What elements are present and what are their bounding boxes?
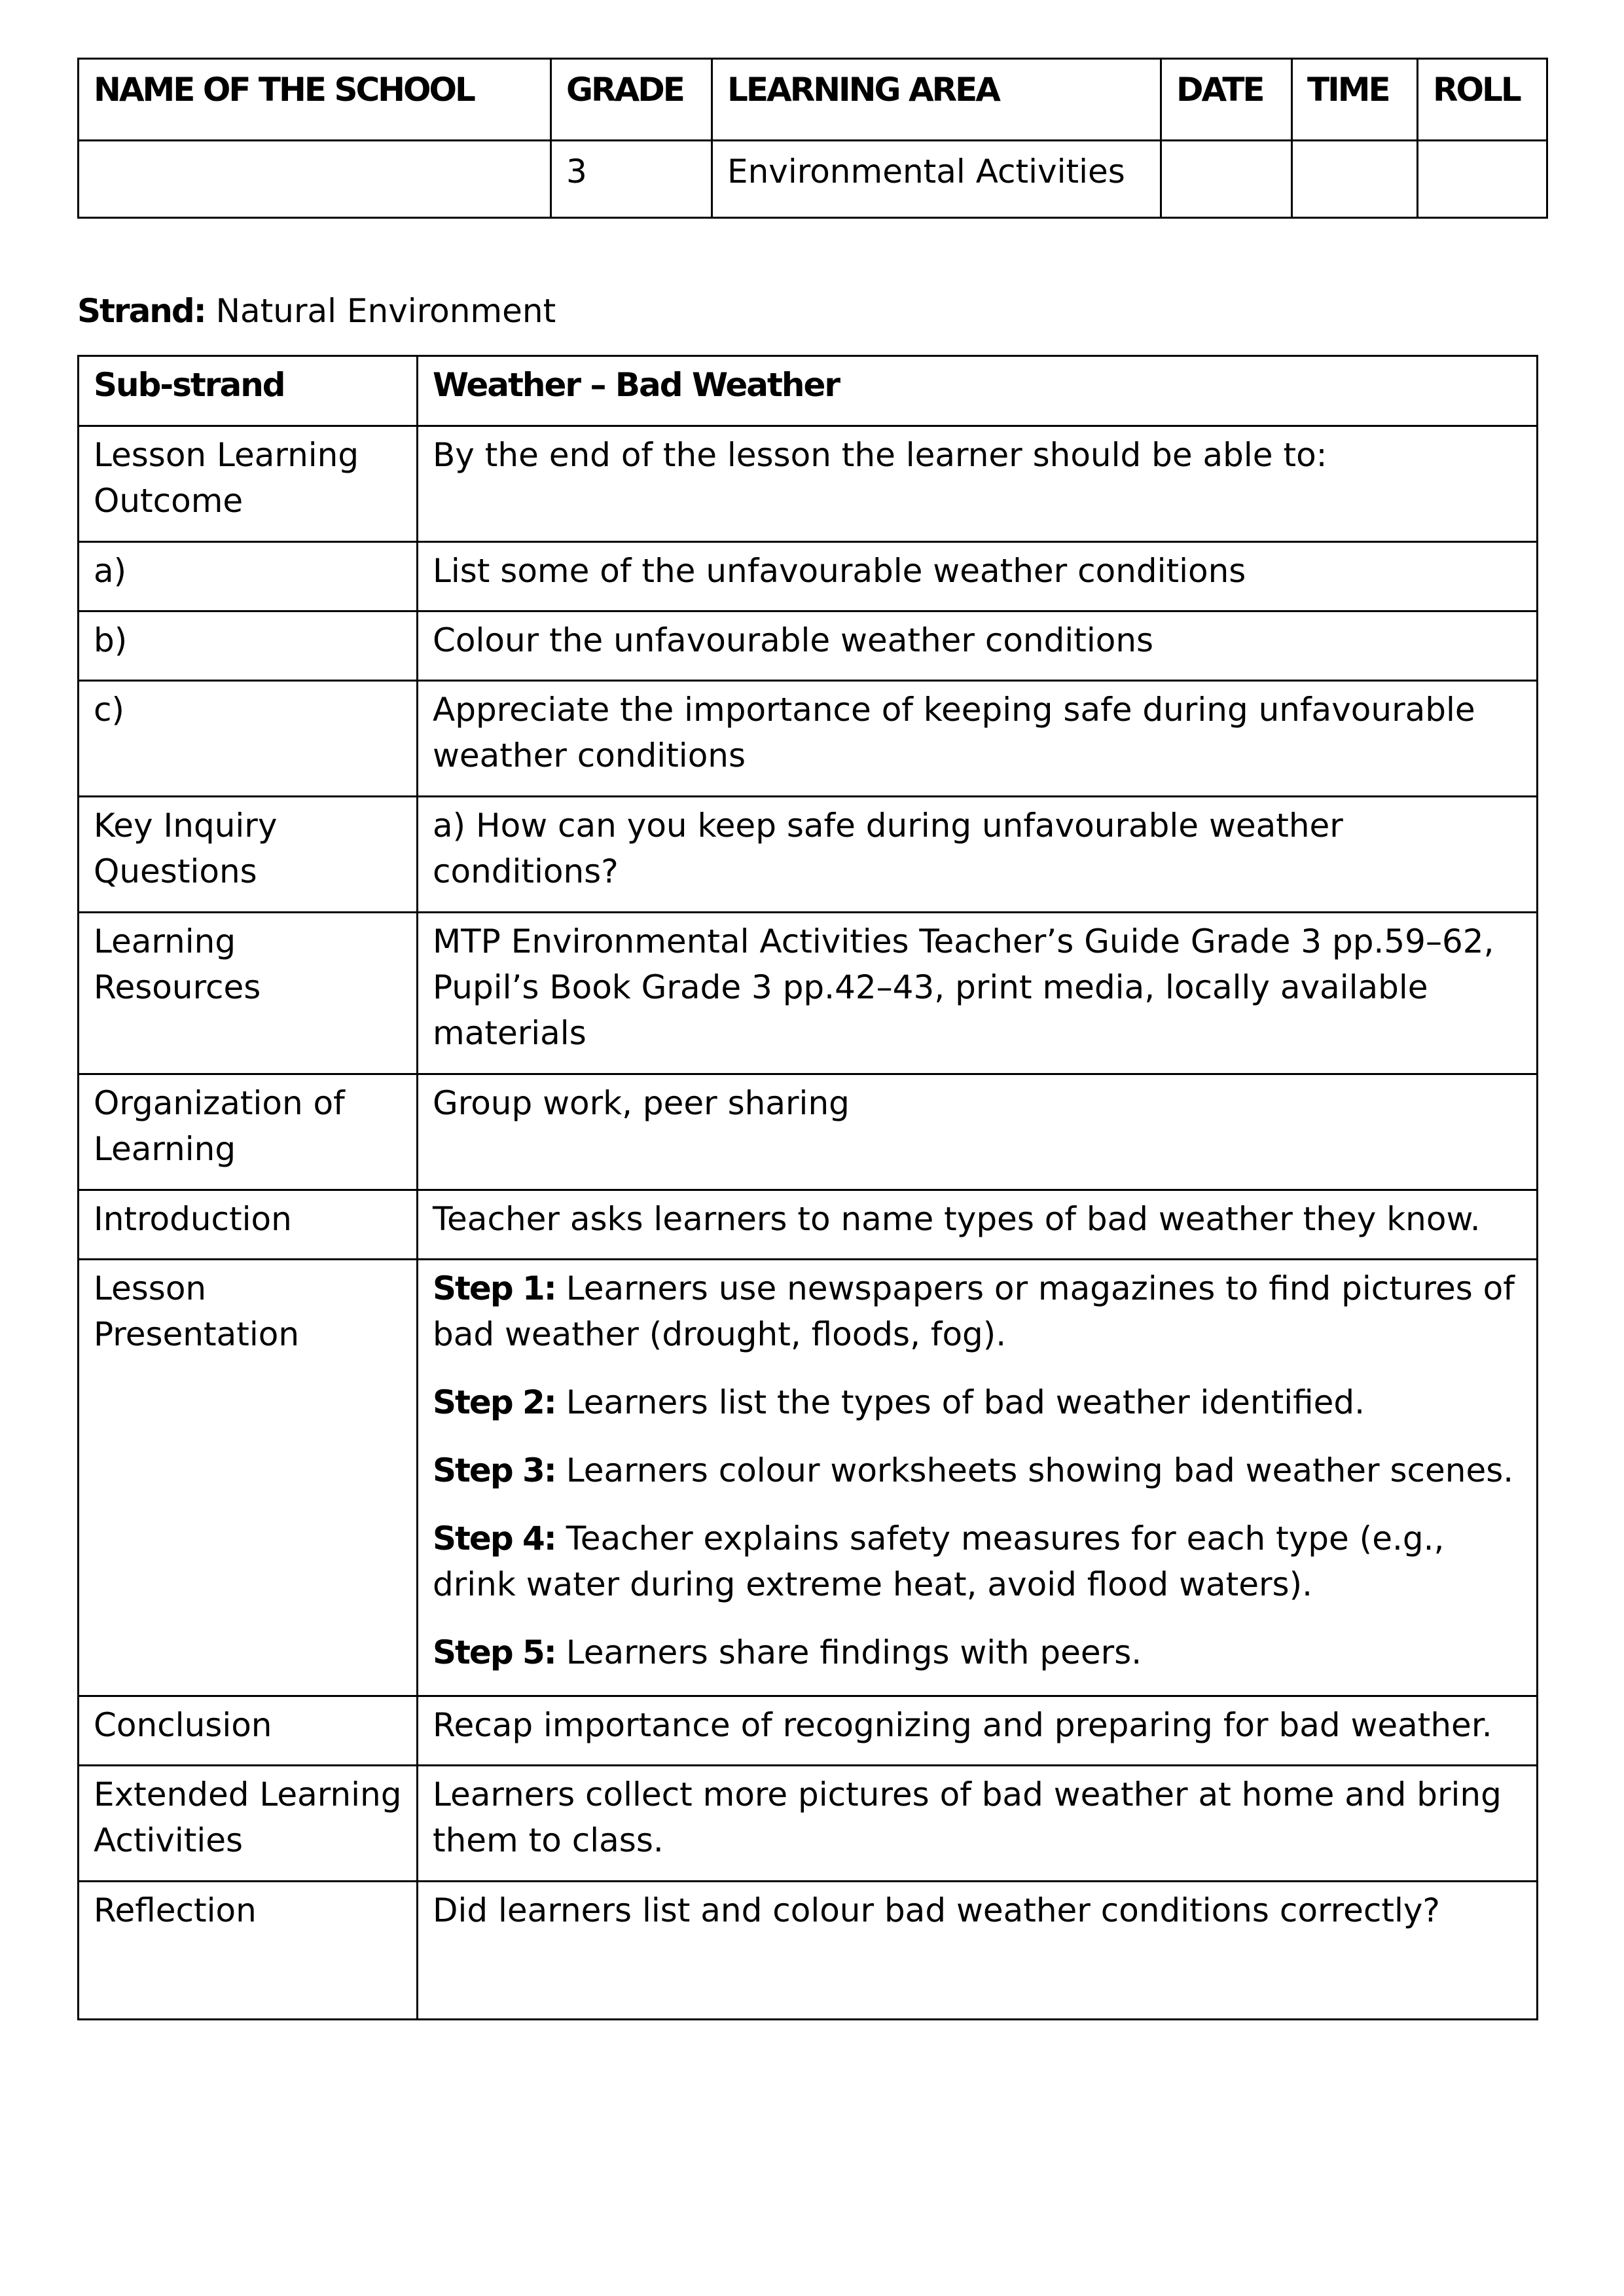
outcome-a-key: a) xyxy=(79,542,418,611)
header-learning-area: LEARNING AREA xyxy=(712,59,1161,141)
introduction-value: Teacher asks learners to name types of bad weather they know. xyxy=(418,1190,1538,1260)
row-substrand xyxy=(79,356,1538,426)
step-1 xyxy=(433,1266,1522,1357)
organization-value: Group work, peer sharing xyxy=(418,1074,1538,1190)
outcome-label: Lesson Learning Outcome xyxy=(79,426,418,542)
presentation-label: Lesson Presentation xyxy=(79,1260,418,1696)
step-1-label: Step 1: xyxy=(433,1269,556,1307)
step-5-text: Learners share findings with peers. xyxy=(566,1633,1142,1671)
inquiry-label: Key Inquiry Questions xyxy=(79,797,418,913)
row-introduction xyxy=(79,1190,1538,1260)
presentation-steps xyxy=(418,1260,1538,1696)
value-date xyxy=(1161,141,1292,218)
step-3 xyxy=(433,1448,1522,1493)
step-2 xyxy=(433,1379,1522,1425)
header-date: DATE xyxy=(1161,59,1292,141)
row-outcome-c xyxy=(79,681,1538,797)
introduction-label: Introduction xyxy=(79,1190,418,1260)
row-inquiry xyxy=(79,797,1538,913)
lesson-table xyxy=(77,355,1538,2020)
value-learning-area: Environmental Activities xyxy=(712,141,1161,218)
reflection-value: Did learners list and colour bad weather conditions correctly? xyxy=(418,1882,1538,2020)
outcome-b-key: b) xyxy=(79,611,418,681)
resources-label: Learning Resources xyxy=(79,913,418,1074)
outcome-b-text: Colour the unfavourable weather conditions xyxy=(418,611,1538,681)
organization-label: Organization of Learning xyxy=(79,1074,418,1190)
header-values-row xyxy=(79,141,1547,218)
header-table xyxy=(77,58,1548,219)
step-5 xyxy=(433,1630,1522,1675)
step-4-label: Step 4: xyxy=(433,1520,556,1558)
value-roll xyxy=(1418,141,1547,218)
outcome-c-text: Appreciate the importance of keeping safe during unfavourable weather conditions xyxy=(418,681,1538,797)
reflection-label: Reflection xyxy=(79,1882,418,2020)
step-4 xyxy=(433,1516,1522,1607)
extended-value: Learners collect more pictures of bad weather at home and bring them to class. xyxy=(418,1766,1538,1882)
row-extended xyxy=(79,1766,1538,1882)
step-1-text: Learners use newspapers or magazines to find pictures of bad weather (drought, floods, fog). xyxy=(433,1269,1515,1353)
header-roll: ROLL xyxy=(1418,59,1547,141)
row-outcome xyxy=(79,426,1538,542)
extended-label: Extended Learning Activities xyxy=(79,1766,418,1882)
outcome-c-key: c) xyxy=(79,681,418,797)
step-2-text: Learners list the types of bad weather identified. xyxy=(566,1383,1365,1421)
conclusion-value: Recap importance of recognizing and preparing for bad weather. xyxy=(418,1696,1538,1766)
strand-label: Strand: xyxy=(77,292,206,330)
step-5-label: Step 5: xyxy=(433,1633,556,1671)
header-school-name: NAME OF THE SCHOOL xyxy=(79,59,551,141)
row-resources xyxy=(79,913,1538,1074)
header-row xyxy=(79,59,1547,141)
conclusion-label: Conclusion xyxy=(79,1696,418,1766)
inquiry-value: a) How can you keep safe during unfavourable weather conditions? xyxy=(418,797,1538,913)
header-grade: GRADE xyxy=(551,59,712,141)
row-outcome-b xyxy=(79,611,1538,681)
value-time xyxy=(1292,141,1418,218)
row-organization xyxy=(79,1074,1538,1190)
substrand-value: Weather – Bad Weather xyxy=(418,356,1538,426)
resources-value: MTP Environmental Activities Teacher’s Guide Grade 3 pp.59–62, Pupil’s Book Grade 3 pp.42–43, print media, locally available materials xyxy=(418,913,1538,1074)
strand-line xyxy=(77,288,556,334)
step-2-label: Step 2: xyxy=(433,1383,556,1421)
outcome-a-text: List some of the unfavourable weather conditions xyxy=(418,542,1538,611)
row-presentation xyxy=(79,1260,1538,1696)
step-3-label: Step 3: xyxy=(433,1451,556,1489)
row-reflection xyxy=(79,1882,1538,2020)
step-3-text: Learners colour worksheets showing bad weather scenes. xyxy=(566,1451,1514,1489)
step-4-text: Teacher explains safety measures for each type (e.g., drink water during extreme heat, avoid flood waters). xyxy=(433,1520,1445,1603)
row-conclusion xyxy=(79,1696,1538,1766)
strand-value: Natural Environment xyxy=(215,292,556,330)
header-time: TIME xyxy=(1292,59,1418,141)
row-outcome-a xyxy=(79,542,1538,611)
value-school-name xyxy=(79,141,551,218)
substrand-label: Sub-strand xyxy=(79,356,418,426)
outcome-intro: By the end of the lesson the learner should be able to: xyxy=(418,426,1538,542)
value-grade: 3 xyxy=(551,141,712,218)
